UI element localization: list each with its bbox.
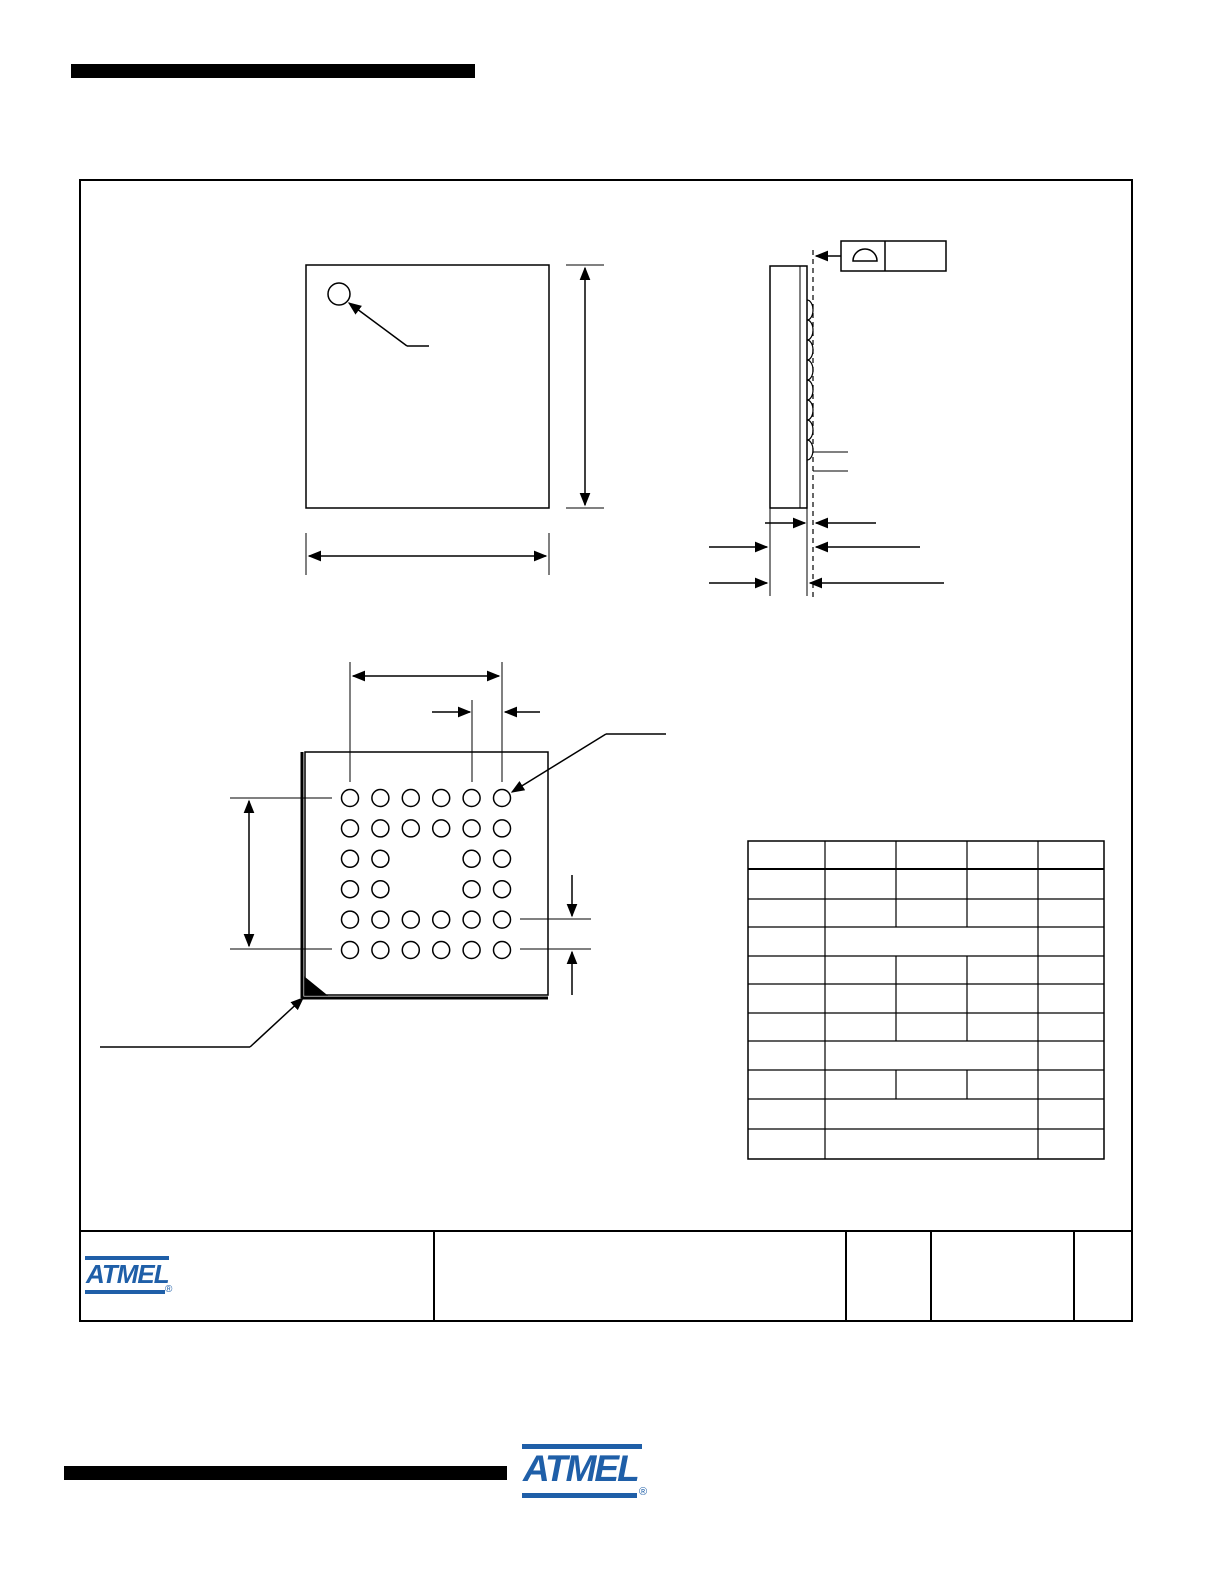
dimension-table: [748, 841, 1104, 1159]
package-outline-top: [306, 265, 549, 508]
ball-leader: [512, 734, 606, 792]
package-outline-bottom: [305, 752, 548, 995]
solder-ball: [494, 911, 511, 928]
flatness-frame: [841, 241, 946, 271]
solder-ball: [402, 790, 419, 807]
footer-logo: [522, 1444, 652, 1504]
solder-ball: [372, 911, 389, 928]
solder-ball: [372, 881, 389, 898]
corner-leader: [250, 998, 303, 1047]
solder-ball: [402, 911, 419, 928]
solder-ball: [372, 790, 389, 807]
solder-ball: [494, 820, 511, 837]
solder-ball: [372, 850, 389, 867]
pin1-leader: [349, 303, 407, 346]
brand-wordmark-large: ATMEL: [523, 1448, 638, 1489]
solder-ball: [494, 850, 511, 867]
flatness-symbol: [853, 249, 877, 261]
solder-ball: [433, 790, 450, 807]
side-view: [709, 241, 946, 600]
solder-ball: [342, 850, 359, 867]
solder-ball: [342, 820, 359, 837]
solder-ball: [494, 942, 511, 959]
pin1-marker: [328, 283, 350, 305]
top-view: [306, 265, 604, 575]
solder-ball: [402, 820, 419, 837]
ball-grid: [342, 790, 511, 959]
solder-ball: [494, 881, 511, 898]
side-balls: [807, 300, 813, 460]
solder-ball: [342, 881, 359, 898]
solder-ball: [463, 881, 480, 898]
title-block: [79, 1231, 1133, 1322]
solder-ball: [463, 790, 480, 807]
solder-ball: [342, 790, 359, 807]
solder-ball: [463, 820, 480, 837]
solder-ball: [402, 942, 419, 959]
brand-registered-large: ®: [639, 1486, 648, 1498]
solder-ball: [433, 820, 450, 837]
bottom-view: [100, 662, 666, 1047]
solder-ball: [463, 911, 480, 928]
solder-ball: [433, 942, 450, 959]
solder-ball: [372, 820, 389, 837]
brand-registered-small: ®: [165, 1284, 173, 1295]
title-block-logo: [85, 1256, 175, 1298]
package-body-side: [770, 266, 807, 508]
a1-corner-mark: [305, 978, 326, 995]
solder-ball: [342, 942, 359, 959]
solder-ball: [463, 850, 480, 867]
brand-wordmark-small: ATMEL: [86, 1259, 169, 1289]
solder-ball: [433, 911, 450, 928]
solder-ball: [463, 942, 480, 959]
solder-ball: [342, 911, 359, 928]
solder-ball: [494, 790, 511, 807]
solder-ball: [372, 942, 389, 959]
